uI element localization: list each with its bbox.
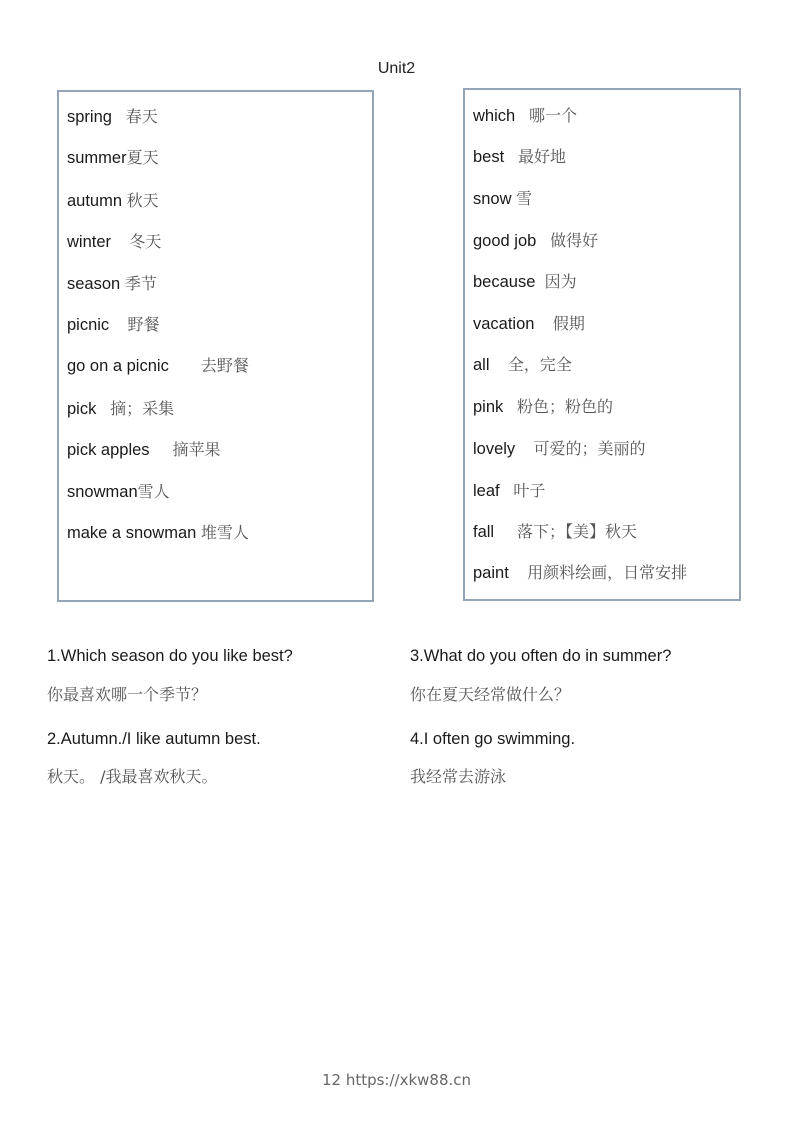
vocab-chinese: 全，完全 bbox=[507, 355, 572, 374]
vocab-chinese: 摘苹果 bbox=[172, 440, 221, 459]
vocab-english: picnic bbox=[67, 316, 110, 334]
vocab-english: snowman bbox=[67, 483, 138, 501]
vocab-item bbox=[67, 356, 249, 376]
vocab-item bbox=[473, 355, 572, 375]
spacer bbox=[535, 273, 544, 291]
spacer bbox=[500, 482, 514, 500]
vocab-english: pick apples bbox=[67, 441, 150, 459]
vocab-chinese: 堆雪人 bbox=[200, 523, 249, 542]
sentence-english: 1.Which season do you like best? bbox=[47, 647, 293, 665]
spacer bbox=[150, 441, 173, 459]
vocab-english: all bbox=[473, 356, 490, 374]
vocab-chinese: 叶子 bbox=[513, 481, 546, 500]
spacer bbox=[515, 440, 533, 458]
sentence-chinese: 我经常去游泳 bbox=[410, 767, 507, 786]
vocab-chinese: 野餐 bbox=[127, 315, 160, 334]
vocab-item bbox=[473, 481, 545, 501]
vocab-item bbox=[67, 232, 161, 252]
vocab-chinese: 落下；【美】秋天 bbox=[517, 522, 638, 541]
vocab-item bbox=[67, 148, 159, 168]
vocab-item bbox=[67, 107, 158, 127]
vocab-english: best bbox=[473, 148, 505, 166]
vocab-chinese: 夏天 bbox=[126, 148, 159, 167]
vocab-english: which bbox=[473, 107, 516, 125]
vocab-item bbox=[67, 274, 157, 294]
vocab-english: paint bbox=[473, 564, 509, 582]
vocab-english: lovely bbox=[473, 440, 516, 458]
vocab-english: fall bbox=[473, 523, 495, 541]
sentence-chinese: 你最喜欢哪一个季节？ bbox=[47, 685, 208, 704]
vocab-item bbox=[67, 191, 159, 211]
vocab-chinese: 哪一个 bbox=[528, 106, 577, 125]
sentence-chinese: 秋天。 /我最喜欢秋天。 bbox=[47, 767, 218, 786]
vocab-chinese: 春天 bbox=[125, 107, 158, 126]
vocab-chinese: 用颜料绘画，日常安排 bbox=[527, 563, 688, 582]
vocab-item bbox=[473, 189, 532, 209]
vocab-box-left bbox=[57, 90, 374, 602]
vocab-english: good job bbox=[473, 232, 537, 250]
sentence-english: 2.Autumn./I like autumn best. bbox=[47, 730, 261, 748]
page-title: Unit2 bbox=[377, 60, 416, 77]
spacer bbox=[169, 357, 201, 375]
vocab-item bbox=[473, 231, 598, 251]
vocab-english: pick bbox=[67, 400, 97, 418]
sentence-english: 3.What do you often do in summer? bbox=[410, 647, 672, 665]
spacer bbox=[534, 315, 552, 333]
vocab-english: season bbox=[67, 275, 121, 293]
vocab-item bbox=[473, 439, 646, 459]
vocab-box-right bbox=[463, 88, 741, 601]
vocab-chinese: 季节 bbox=[124, 274, 157, 293]
spacer bbox=[111, 233, 129, 251]
vocab-chinese: 去野餐 bbox=[200, 356, 249, 375]
spacer bbox=[494, 523, 517, 541]
vocab-item bbox=[67, 482, 170, 502]
vocab-english: winter bbox=[67, 233, 112, 251]
vocab-chinese: 可爱的；美丽的 bbox=[533, 439, 646, 458]
spacer bbox=[515, 107, 529, 125]
vocab-item bbox=[473, 106, 577, 126]
vocab-english: make a snowman bbox=[67, 524, 197, 542]
vocab-english: go on a picnic bbox=[67, 357, 169, 375]
vocab-item bbox=[473, 272, 577, 292]
vocab-item bbox=[67, 440, 221, 460]
vocab-item bbox=[473, 397, 613, 417]
vocab-english: snow bbox=[473, 190, 512, 208]
vocab-english: spring bbox=[67, 108, 112, 126]
spacer bbox=[112, 108, 126, 126]
vocab-item bbox=[473, 522, 637, 542]
sentence-english: 4.I often go swimming. bbox=[410, 730, 576, 748]
spacer bbox=[503, 398, 517, 416]
vocab-english: pink bbox=[473, 398, 504, 416]
spacer bbox=[96, 400, 110, 418]
spacer bbox=[536, 232, 550, 250]
spacer bbox=[504, 148, 518, 166]
vocab-chinese: 最好地 bbox=[517, 147, 566, 166]
vocab-chinese: 粉色；粉色的 bbox=[517, 397, 614, 416]
spacer bbox=[490, 356, 508, 374]
vocab-item bbox=[473, 147, 566, 167]
vocab-english: vacation bbox=[473, 315, 535, 333]
vocab-chinese: 做得好 bbox=[550, 231, 599, 250]
vocab-chinese: 雪人 bbox=[137, 482, 170, 501]
spacer bbox=[509, 564, 527, 582]
vocab-chinese: 雪 bbox=[516, 189, 533, 208]
sentence-chinese: 你在夏天经常做什么？ bbox=[410, 685, 571, 704]
vocab-chinese: 假期 bbox=[552, 314, 585, 333]
vocab-item bbox=[473, 314, 585, 334]
vocab-item bbox=[473, 563, 687, 583]
vocab-item bbox=[67, 399, 174, 419]
vocab-english: summer bbox=[67, 149, 127, 167]
vocab-english: leaf bbox=[473, 482, 500, 500]
spacer bbox=[109, 316, 127, 334]
vocab-english: because bbox=[473, 273, 536, 291]
vocab-english: autumn bbox=[67, 192, 123, 210]
vocab-item bbox=[67, 315, 160, 335]
vocab-chinese: 秋天 bbox=[126, 191, 159, 210]
vocab-chinese: 摘；采集 bbox=[110, 399, 175, 418]
vocab-chinese: 因为 bbox=[544, 272, 577, 291]
vocab-chinese: 冬天 bbox=[129, 232, 162, 251]
page-footer: 12 https://xkw88.cn bbox=[321, 1071, 472, 1089]
vocab-item bbox=[67, 523, 249, 543]
